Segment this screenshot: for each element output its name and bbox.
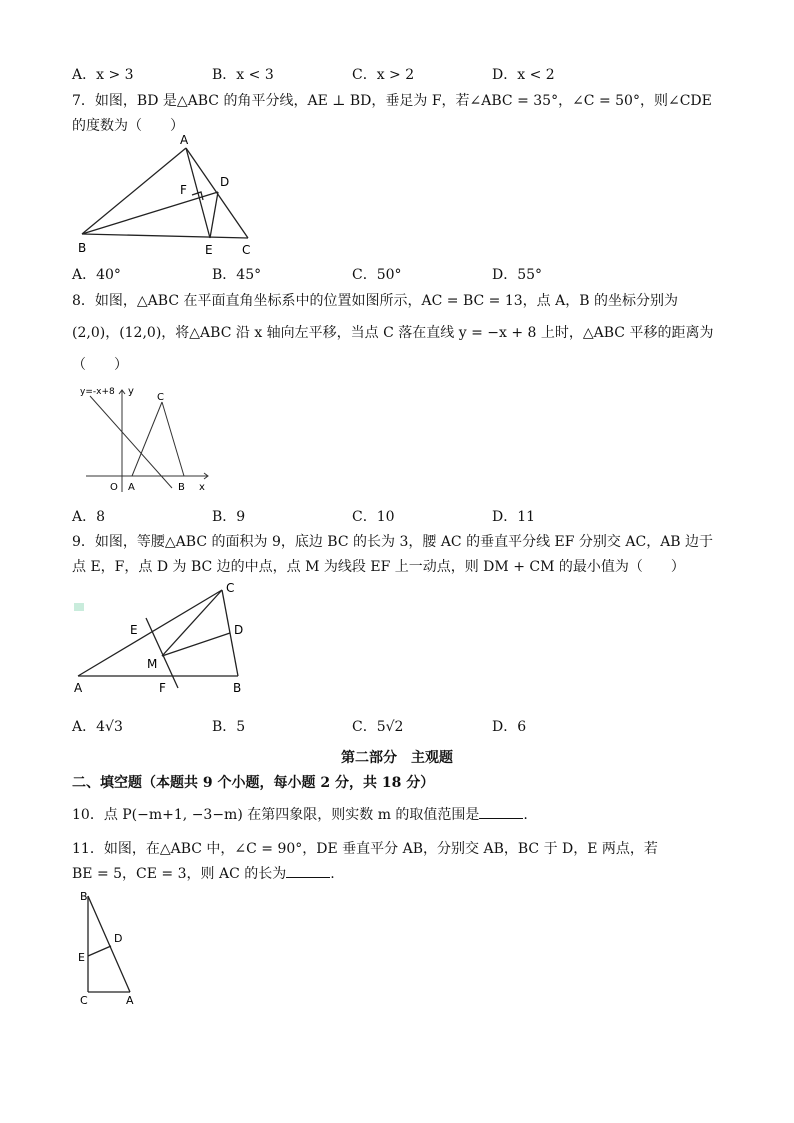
q8-figure xyxy=(76,382,216,497)
q8-label-line: y=-x+8 xyxy=(80,387,115,397)
q10-text: 10．点 P(−m+1, −3−m) 在第四象限，则实数 m 的取值范围是 xyxy=(72,807,480,823)
q7-label-f: F xyxy=(180,183,187,197)
q7-figure xyxy=(70,132,270,262)
q8-label-o: O xyxy=(110,482,118,493)
q9-figure xyxy=(70,578,260,698)
q9-label-a: A xyxy=(74,681,83,695)
q11-label-e: E xyxy=(78,951,85,964)
q8-option-a: A．8 xyxy=(72,509,106,525)
q10-answer-blank[interactable] xyxy=(479,806,523,819)
q6-option-a: A．x > 3 xyxy=(72,67,134,83)
q11-end: . xyxy=(330,866,335,882)
q7-text-line2: 的度数为（ ） xyxy=(72,118,184,134)
q11-label-a: A xyxy=(126,994,134,1007)
q9-text-line1: 9．如图，等腰△ABC 的面积为 9，底边 BC 的长为 3，腰 AC 的垂直平分线 EF 分别交 AC，AB 边于 xyxy=(72,534,714,550)
q11-label-b: B xyxy=(80,890,88,903)
q8-label-c: C xyxy=(157,392,164,403)
q7-text-line1: 7．如图，BD 是△ABC 的角平分线，AE ⊥ BD，垂足为 F，若∠ABC = 35°，∠C = 50°，则∠CDE xyxy=(72,93,712,109)
q8-text-line1: 8．如图，△ABC 在平面直角坐标系中的位置如图所示，AC = BC = 13，点 A，B 的坐标分别为 xyxy=(72,293,678,309)
q8-text-line3: （ ） xyxy=(72,357,128,373)
q7-option-a: A．40° xyxy=(72,267,121,283)
q9-text-line2: 点 E，F，点 D 为 BC 边的中点，点 M 为线段 EF 上一动点，则 DM + CM 的最小值为（ ） xyxy=(72,559,685,575)
q7-option-d: D．55° xyxy=(492,267,543,283)
q6-option-d: D．x < 2 xyxy=(492,67,555,83)
q7-label-d: D xyxy=(220,175,230,189)
q8-label-b: B xyxy=(178,482,185,493)
q9-option-c: C．5√2 xyxy=(352,719,404,735)
q9-label-m: M xyxy=(147,657,158,671)
q9-label-d: D xyxy=(234,623,244,637)
q9-label-e: E xyxy=(130,623,138,637)
q7-label-e: E xyxy=(205,243,213,257)
q8-text-line2: (2,0)，(12,0)，将△ABC 沿 x 轴向左平移，当点 C 落在直线 y = −x + 8 上时，△ABC 平移的距离为 xyxy=(72,325,714,341)
q9-option-a: A．4√3 xyxy=(72,719,123,735)
q9-option-d: D．6 xyxy=(492,719,527,735)
q7-label-a: A xyxy=(180,133,189,147)
q7-label-c: C xyxy=(242,243,251,257)
part2-title: 第二部分 主观题 xyxy=(341,750,453,766)
q9-option-b: B．5 xyxy=(212,719,246,735)
q6-option-b: B．x < 3 xyxy=(212,67,274,83)
q11-text-line1: 11．如图，在△ABC 中，∠C = 90°，DE 垂直平分 AB，分别交 AB，BC 于 D，E 两点，若 xyxy=(72,841,658,857)
q8-option-d: D．11 xyxy=(492,509,536,525)
q7-option-b: B．45° xyxy=(212,267,262,283)
q11-label-c: C xyxy=(80,994,88,1007)
q9-label-f: F xyxy=(159,681,166,695)
q11-answer-blank[interactable] xyxy=(286,865,330,878)
q11-text-line2: BE = 5，CE = 3，则 AC 的长为 xyxy=(72,866,287,882)
q8-label-y: y xyxy=(128,386,134,397)
q10-line xyxy=(72,804,528,824)
q9-label-c: C xyxy=(226,581,235,595)
q8-label-x: x xyxy=(199,482,205,493)
q7-option-c: C．50° xyxy=(352,267,402,283)
q8-option-c: C．10 xyxy=(352,509,395,525)
section2-title: 二、填空题（本题共 9 个小题，每小题 2 分，共 18 分） xyxy=(72,775,435,791)
q11-line2 xyxy=(72,863,335,883)
q7-label-b: B xyxy=(78,241,87,255)
q8-option-b: B．9 xyxy=(212,509,246,525)
q10-end: . xyxy=(523,807,528,823)
q8-label-a: A xyxy=(128,482,135,493)
q9-label-b: B xyxy=(233,681,242,695)
q11-figure xyxy=(72,888,142,1010)
q6-option-c: C．x > 2 xyxy=(352,67,415,83)
q11-label-d: D xyxy=(114,932,123,945)
